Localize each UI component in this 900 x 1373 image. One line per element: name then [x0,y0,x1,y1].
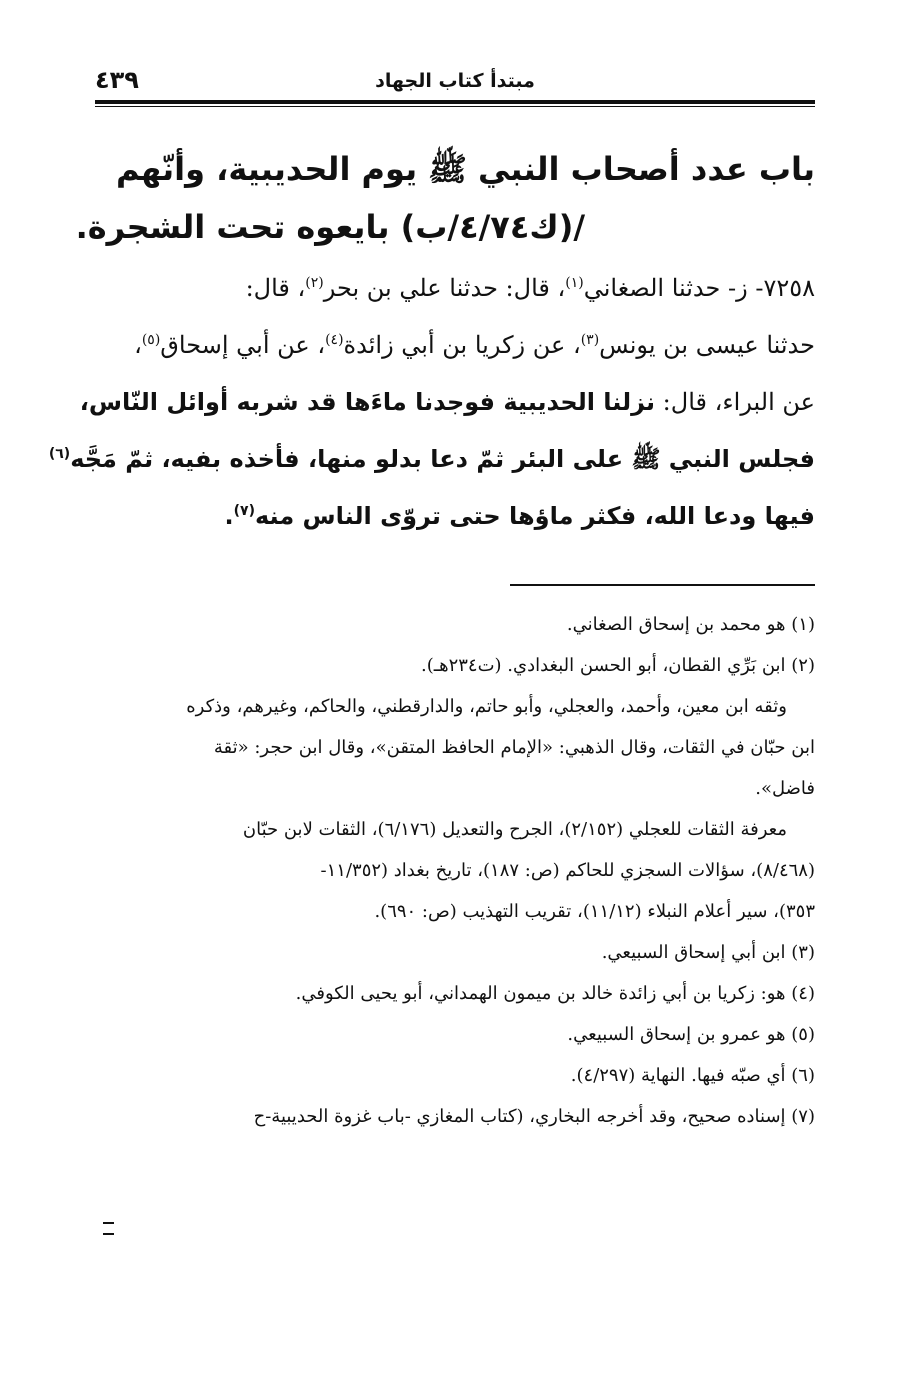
hadith-matn: فجلس النبي ﷺ على البئر ثمّ دعا بدلو منها، فأخذه بفيه، ثمّ مَجَّه [70,445,815,473]
chapter-title [75,140,815,256]
running-header [95,66,815,96]
footnote-ref: (٢) [305,275,324,291]
footnote-ref: (١) [565,275,584,291]
text-run: ، عن أبي إسحاق [160,331,326,359]
footnote-ref: (٥) [141,332,161,348]
footnote-3: (٣) ابن أبي إسحاق السبيعي. [601,942,815,963]
hadith-line-1 [100,260,815,317]
text-run: . [224,502,234,530]
footnote-ref: (٣) [580,332,600,348]
footnote-2-line-6: (٨/٤٦٨)، سؤالات السجزي للحاكم (ص: ١٨٧)، تاريخ بغداد (١١/٣٥٢- [320,860,815,881]
header-rule-thin [95,106,815,107]
hadith-matn: فيها ودعا الله، فكثر ماؤها حتى تروّى الناس منه [254,502,815,530]
footnote-2-line-7: ٣٥٣)، سير أعلام النبلاء (١١/١٢)، تقريب التهذيب (ص: ٦٩٠). [374,901,815,922]
footnote-2: (٢) ابن بَرِّي القطان، أبو الحسن البغدادي. (ت٢٣٤هـ). [421,655,815,676]
footnote-ref: (٧) [233,503,255,519]
footnote-separator [510,584,815,586]
text-run: ، عن زكريا بن أبي زائدة [343,331,581,359]
text-run: ٧٢٥٨- ز- حدثنا الصغاني [583,274,815,302]
footnote-ref: (٦) [48,446,71,462]
footnote-2-line-5: معرفة الثقات للعجلي (٢/١٥٢)، الجرح والتعديل (٦/١٧٦)، الثقات لابن حبّان [242,819,787,840]
footnote-ref: (٤) [325,332,344,348]
footnote-5: (٥) هو عمرو بن إسحاق السبيعي. [567,1024,815,1045]
text-run: عن البراء، قال: [655,388,815,416]
continuation-mark [103,1222,114,1235]
hadith-line-5 [100,488,815,545]
footnote-7: (٧) إسناده صحيح، وقد أخرجه البخاري، (كتاب المغازي -باب غزوة الحديبية-ح [253,1106,815,1127]
footnote-2-line-4: فاضل». [755,778,815,799]
text-run: حدثنا عيسى بن يونس [599,331,815,359]
chapter-title-line-1: باب عدد أصحاب النبي ﷺ يوم الحديبية، وأنّهم [115,150,815,188]
chapter-title-line-2: /(ك٤/٧٤/ب) بايعوه تحت الشجرة. [75,208,585,246]
footnote-4: (٤) هو: زكريا بن أبي زائدة خالد بن ميمون الهمداني، أبو يحيى الكوفي. [295,983,815,1004]
footnotes [100,604,815,1137]
footnote-1: (١) هو محمد بن إسحاق الصغاني. [566,614,815,635]
footnote-2-line-3: ابن حبّان في الثقات، وقال الذهبي: «الإمام الحافظ المتقن»، وقال ابن حجر: «ثقة [213,737,815,758]
text-run: ، قال: [245,274,306,302]
running-title: مبتدأ كتاب الجهاد [375,70,535,92]
footnote-2-line-2: وثقه ابن معين، وأحمد، والعجلي، وأبو حاتم، والدارقطني، والحاكم، وغيرهم، وذكره [186,696,787,717]
hadith-matn: نزلنا الحديبية فوجدنا ماءَها قد شربه أوائل النّاس، [79,388,656,416]
hadith-text [48,260,815,545]
page-number: ٤٣٩ [95,66,139,94]
footnote-6: (٦) أي صبّه فيها. النهاية (٤/٢٩٧). [570,1065,815,1086]
header-rule-thick [95,100,815,104]
hadith-line-2 [100,317,815,374]
hadith-line-3 [79,374,815,431]
text-run: ، قال: حدثنا علي بن بحر [323,274,566,302]
hadith-line-4 [48,431,815,488]
text-run: ، [134,331,142,359]
